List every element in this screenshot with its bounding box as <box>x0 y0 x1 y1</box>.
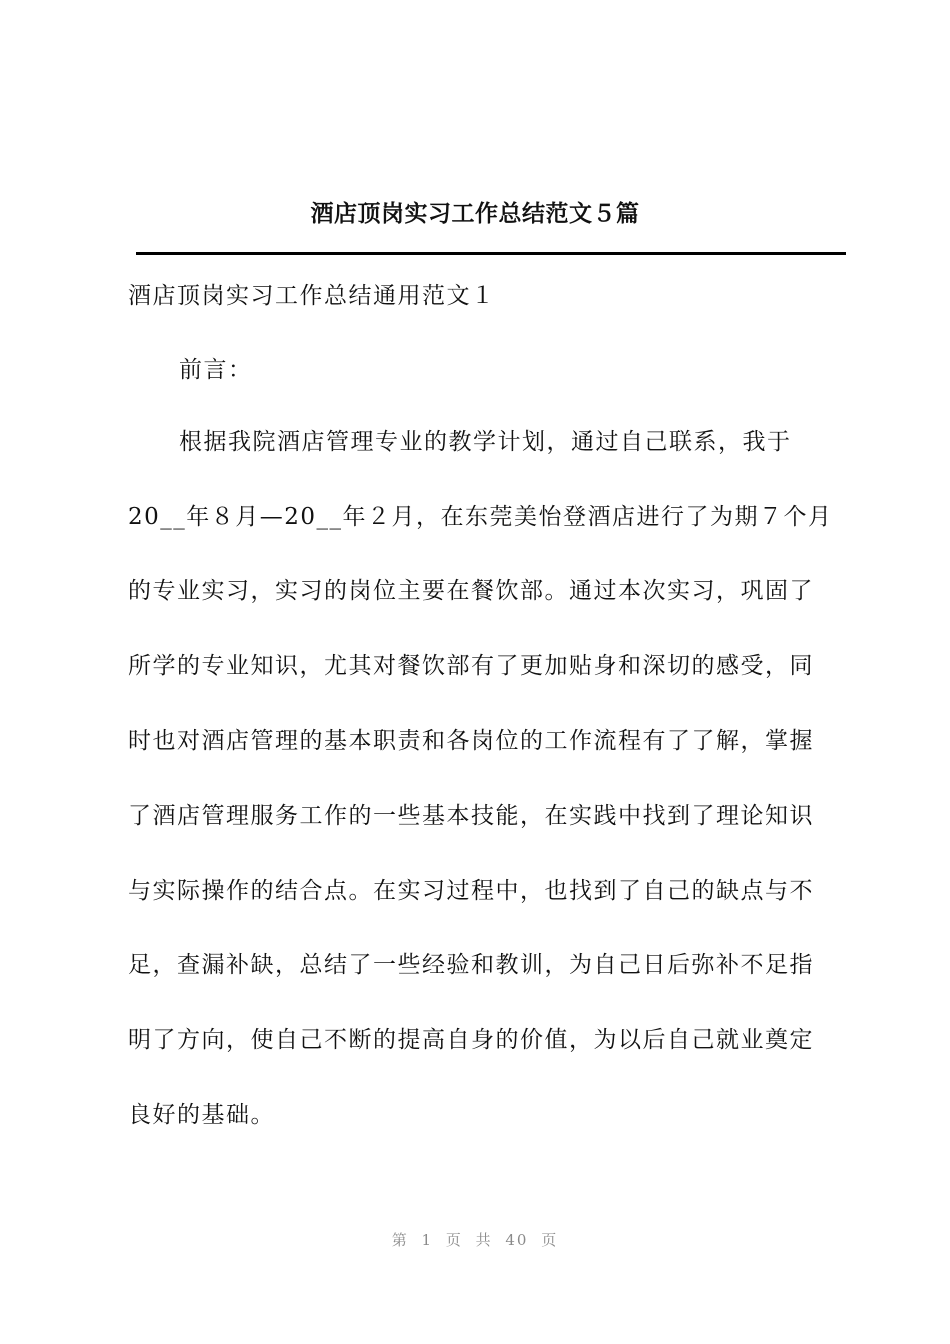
paragraph-line: 良好的基础。 <box>128 1102 275 1128</box>
paragraph-line: 足，查漏补缺，总结了一些经验和教训，为自己日后弥补不足指 <box>128 952 814 978</box>
document-title: 酒店顶岗实习工作总结范文５篇 <box>310 200 640 227</box>
paragraph-line: 明了方向，使自己不断的提高自身的价值，为以后自己就业奠定 <box>128 1027 814 1053</box>
page-number-footer: 第 1 页 共 40 页 <box>391 1231 559 1249</box>
paragraph-line: 与实际操作的结合点。在实习过程中，也找到了自己的缺点与不 <box>128 878 814 904</box>
paragraph-line: 所学的专业知识，尤其对餐饮部有了更加贴身和深切的感受，同 <box>128 653 814 679</box>
paragraph-line: 的专业实习，实习的岗位主要在餐饮部。通过本次实习，巩固了 <box>128 578 814 604</box>
paragraph-line: 时也对酒店管理的基本职责和各岗位的工作流程有了了解，掌握 <box>128 728 814 754</box>
paragraph-line: 根据我院酒店管理专业的教学计划，通过自己联系，我于 <box>179 429 792 455</box>
preface-label: 前言： <box>179 357 253 383</box>
paragraph-line: 20__年８月—20__年２月，在东莞美怡登酒店进行了为期７个月 <box>128 504 833 530</box>
paragraph-line: 了酒店管理服务工作的一些基本技能，在实践中找到了理论知识 <box>128 803 814 829</box>
title-underline <box>136 252 846 255</box>
section-heading: 酒店顶岗实习工作总结通用范文１ <box>128 283 496 309</box>
